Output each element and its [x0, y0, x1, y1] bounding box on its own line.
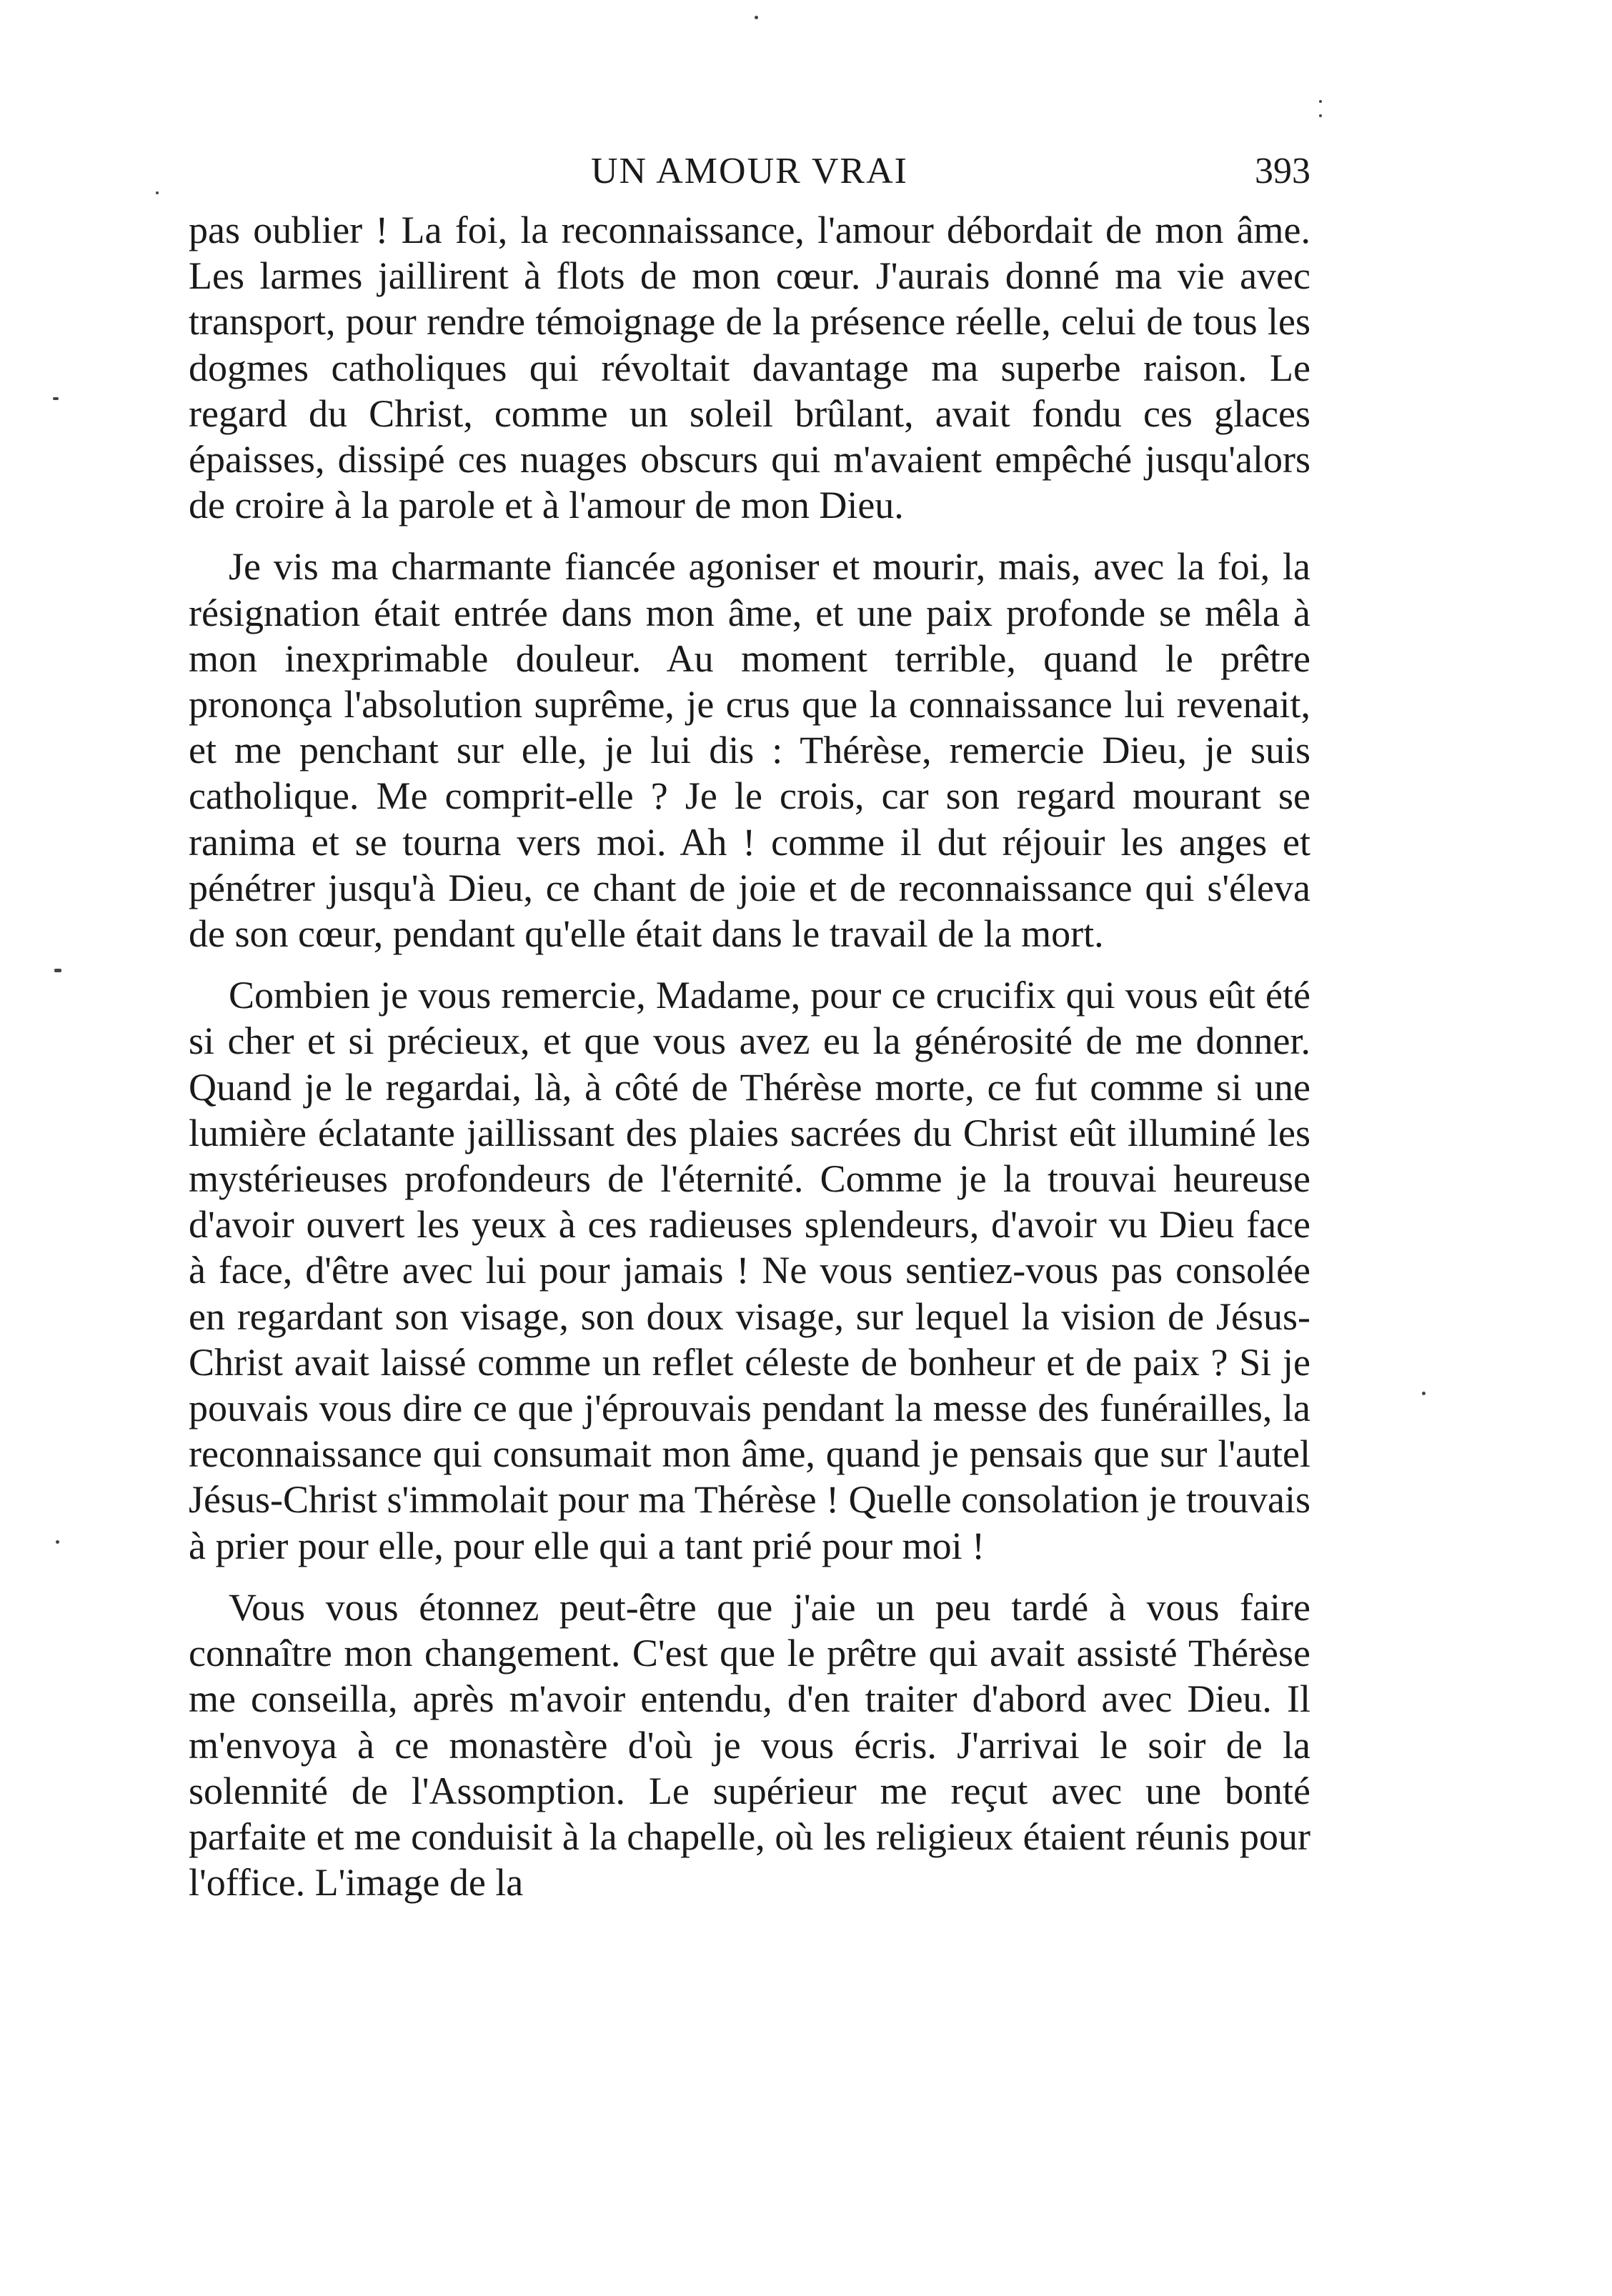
body-text [189, 207, 1310, 1905]
running-title: UN AMOUR VRAI [591, 151, 908, 191]
scan-speck [1319, 114, 1322, 117]
scan-speck [54, 969, 61, 972]
scan-speck [56, 1540, 59, 1544]
running-header [189, 143, 1310, 200]
paragraph-1: pas oublier ! La foi, la reconnaissance, l'amour débordait de mon âme. Les larmes jaillirent à flots de mon cœur. J'aurais donné ma vie avec transport, pour rendre témoignage de la présence réelle, celui de tous les dogmes catholiques qui révoltait davantage ma superbe raison. Le regard du Christ, comme un soleil brûlant, avait fondu ces glaces épaisses, dissipé ces nuages obscurs qui m'avaient empêché jusqu'alors de croire à la parole et à l'amour de mon Dieu. [189, 209, 1310, 527]
scan-speck [1319, 100, 1322, 103]
scan-speck [156, 191, 159, 194]
scan-speck [755, 16, 758, 19]
paragraph-4: Vous vous étonnez peut-être que j'aie un peu tardé à vous faire connaître mon changement. C'est que le prêtre qui avait assisté Thérèse me conseilla, après m'avoir entendu, d'en traiter d'abord avec Dieu. Il m'envoya à ce monastère d'où je vous écris. J'arrivai le soir de la solennité de l'Assomption. Le supérieur me reçut avec une bonté parfaite et me conduisit à la chapelle, où les religieux étaient réunis pour l'office. L'image de la [189, 1585, 1310, 1905]
paragraph-2: Je vis ma charmante fiancée agoniser et mourir, mais, avec la foi, la résignation était entrée dans mon âme, et une paix profonde se mêla à mon inexprimable douleur. Au moment terrible, quand le prêtre prononça l'absolution suprême, je crus que la connaissance lui revenait, et me penchant sur elle, je lui dis : Thérèse, remercie Dieu, je suis catholique. Me comprit-elle ? Je le crois, car son regard mourant se ranima et se tourna vers moi. Ah ! comme il dut réjouir les anges et pénétrer jusqu'à Dieu, ce chant de joie et de reconnaissance qui s'éleva de son cœur, pendant qu'elle était dans le travail de la mort. [189, 545, 1310, 956]
scan-speck [53, 397, 59, 400]
page-number: 393 [1255, 151, 1310, 191]
scan-speck [1422, 1392, 1426, 1395]
paragraph-3: Combien je vous remercie, Madame, pour ce crucifix qui vous eût été si cher et si précieux, et que vous avez eu la générosité de me donner. Quand je le regardai, là, à côté de Thérèse morte, ce fut comme si une lumière éclatante jaillissant des plaies sacrées du Christ eût illuminé les mystérieuses profondeurs de l'éternité. Comme je la trouvai heureuse d'avoir ouvert les yeux à ces radieuses splendeurs, d'avoir vu Dieu face à face, d'être avec lui pour jamais ! Ne vous sentiez-vous pas consolée en regardant son visage, son doux visage, sur lequel la vision de Jésus-Christ avait laissé comme un reflet céleste de bonheur et de paix ? Si je pouvais vous dire ce que j'éprouvais pendant la messe des funérailles, la reconnaissance qui consumait mon âme, quand je pensais que sur l'autel Jésus-Christ s'immolait pour ma Thérèse ! Quelle consolation je trouvais à prier pour elle, pour elle qui a tant prié pour moi ! [189, 974, 1310, 1567]
